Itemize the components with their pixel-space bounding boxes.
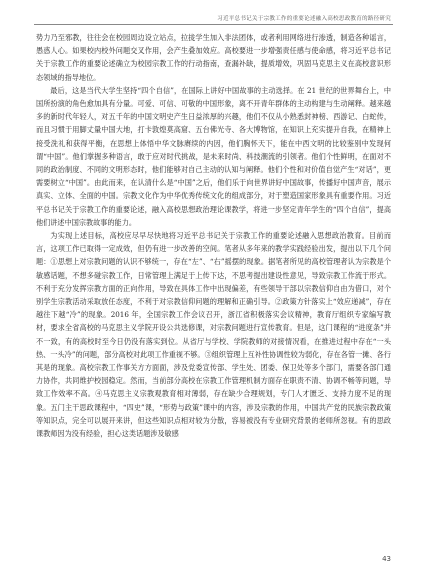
paragraph-2: 最后，这是当代大学生坚持“四个自信”，在国际上讲好中国故事的主动选择。在 21 世纪的世界舞台上，中国所扮演的角色愈加具有分量。可爱、可信、可敬的中国形象，离不开青年群体的主动构建与生动阐释。越来越多的新时代年轻人，对五千年的中国文明史产生日益浓厚的兴趣，他们不仅从小熟悉封神榜、西游记、白蛇传，而且习惯于用脚丈量中国大地，打卡敦煌莫高窟、五台佛光寺、各大博物馆，在知识上充实提升自我，在精神上接受洗礼和获得平衡，在思想上体悟中华文脉赓续的内因，他们胸怀天下，能在中西文明的比较鉴别中发现何谓“中国”。他们掌握多种语言，敢于应对时代挑战，是未来时尚、科技潮流的引领者。他们个性鲜明，在面对不同的政治制度、不同的文明形态时，他们能够对自己主动的认知与阐释。他们个性和对价值自觉产生“对话”，更需要树立“中国”。由此而来，在认清什么是“中国”之后，他们乐于向世界讲好中国故事，传播好中国声音，展示真实、立体、全面的中国。宗教文化作为中华优秀传统文化的组成部分，对于塑造国家形象具有重要作用。习近平总书记关于宗教工作的重要论述，融入高校思想政治理论课教学，将进一步坚定青年学生的“四个自信”，提高他们讲述中国宗教故事的能力。 [36, 85, 391, 227]
article-body [36, 31, 391, 440]
paragraph-3: 为实现上述目标，高校应尽早尽快地将习近平总书记关于宗教工作的重要论述融入思想政治教育。目前而言，这项工作已取得一定成效，但仍有进一步改善的空间。笔者从多年来的教学实践经验出发，提出以下几个问题：①思想上对宗教问题的认识不够统一，存在“左”、“右”摇摆的现象。据笔者所见的高校管理者认为宗教是个敏感话题，不想多碰宗教工作，日常管理上满足于上传下达，不思考提出建设性意见，导致宗教工作流于形式。不利于充分发挥宗教方面的正向作用，导致在具体工作中出现偏差，有些领导干部以宗教信仰自由为借口，对个别学生宗教活动采取放任态度，不利于对宗教信仰问题的理解和正确引导。②政策方针落实上“效应递减”，存在越往下越“冷”的现象。2016 年，全国宗教工作会议召开，浙江省积极落实会议精神，教育厅组织专家编写教材，要求全省高校的马克思主义学院开设公共选修课，对宗教问题进行宣传教育。但是，这门课程的“进度条”并不一致，有的高校时至今日仍没有落实到位。从省厅与学校、学院教师的对接情况看，在推进过程中存在“一头热、一头冷”的问题，部分高校对此项工作重视不够。③组织管理上互补性协调性较为弱化，存在各管一摊、各行其是的现象。高校宗教工作事关方方面面，涉及党委宣传部、学生处、团委、保卫处等多个部门，需要各部门通力协作，共同维护校园稳定。然而，当前部分高校在宗教工作管理机制方面存在职责不清、协调不畅等问题，导致工作效率不高。④马克思主义宗教观教育相对薄弱，存在缺少合理规划，专门人才匮乏、支持力度不足的现象。五门主干思政课程中，“四史”课，“形势与政策”课中的内容，涉及宗教的作用，中国共产党的民族宗教政策等知识点，完全可以展开来讲，但这些知识点相对较为分散，容易被没有专业研究背景的老师所忽视。有的思政课教师因为没有经验，担心这类话题涉及敏感 [36, 231, 391, 439]
paragraph-1: 势力乃至邪教，往往会在校园周边设立站点，拉拢学生加入非法团体，或者利用网络进行渗透，制造各种谣言，愚惑人心。如果校内校外问题交叉作用，会产生叠加效应。高校要进一步增强责任感与使命感，将习近平总书记关于宗教工作的重要论述确立为校园宗教工作的行动指南，查漏补缺，提质增效，巩固马克思主义在高校意识形态领域的指导地位。 [36, 33, 391, 82]
header-rule [34, 24, 393, 25]
running-header: 习近平总书记关于宗教工作的重要论述融入高校思政教育的路径研究 [217, 16, 391, 22]
page-number: 43 [382, 555, 391, 563]
